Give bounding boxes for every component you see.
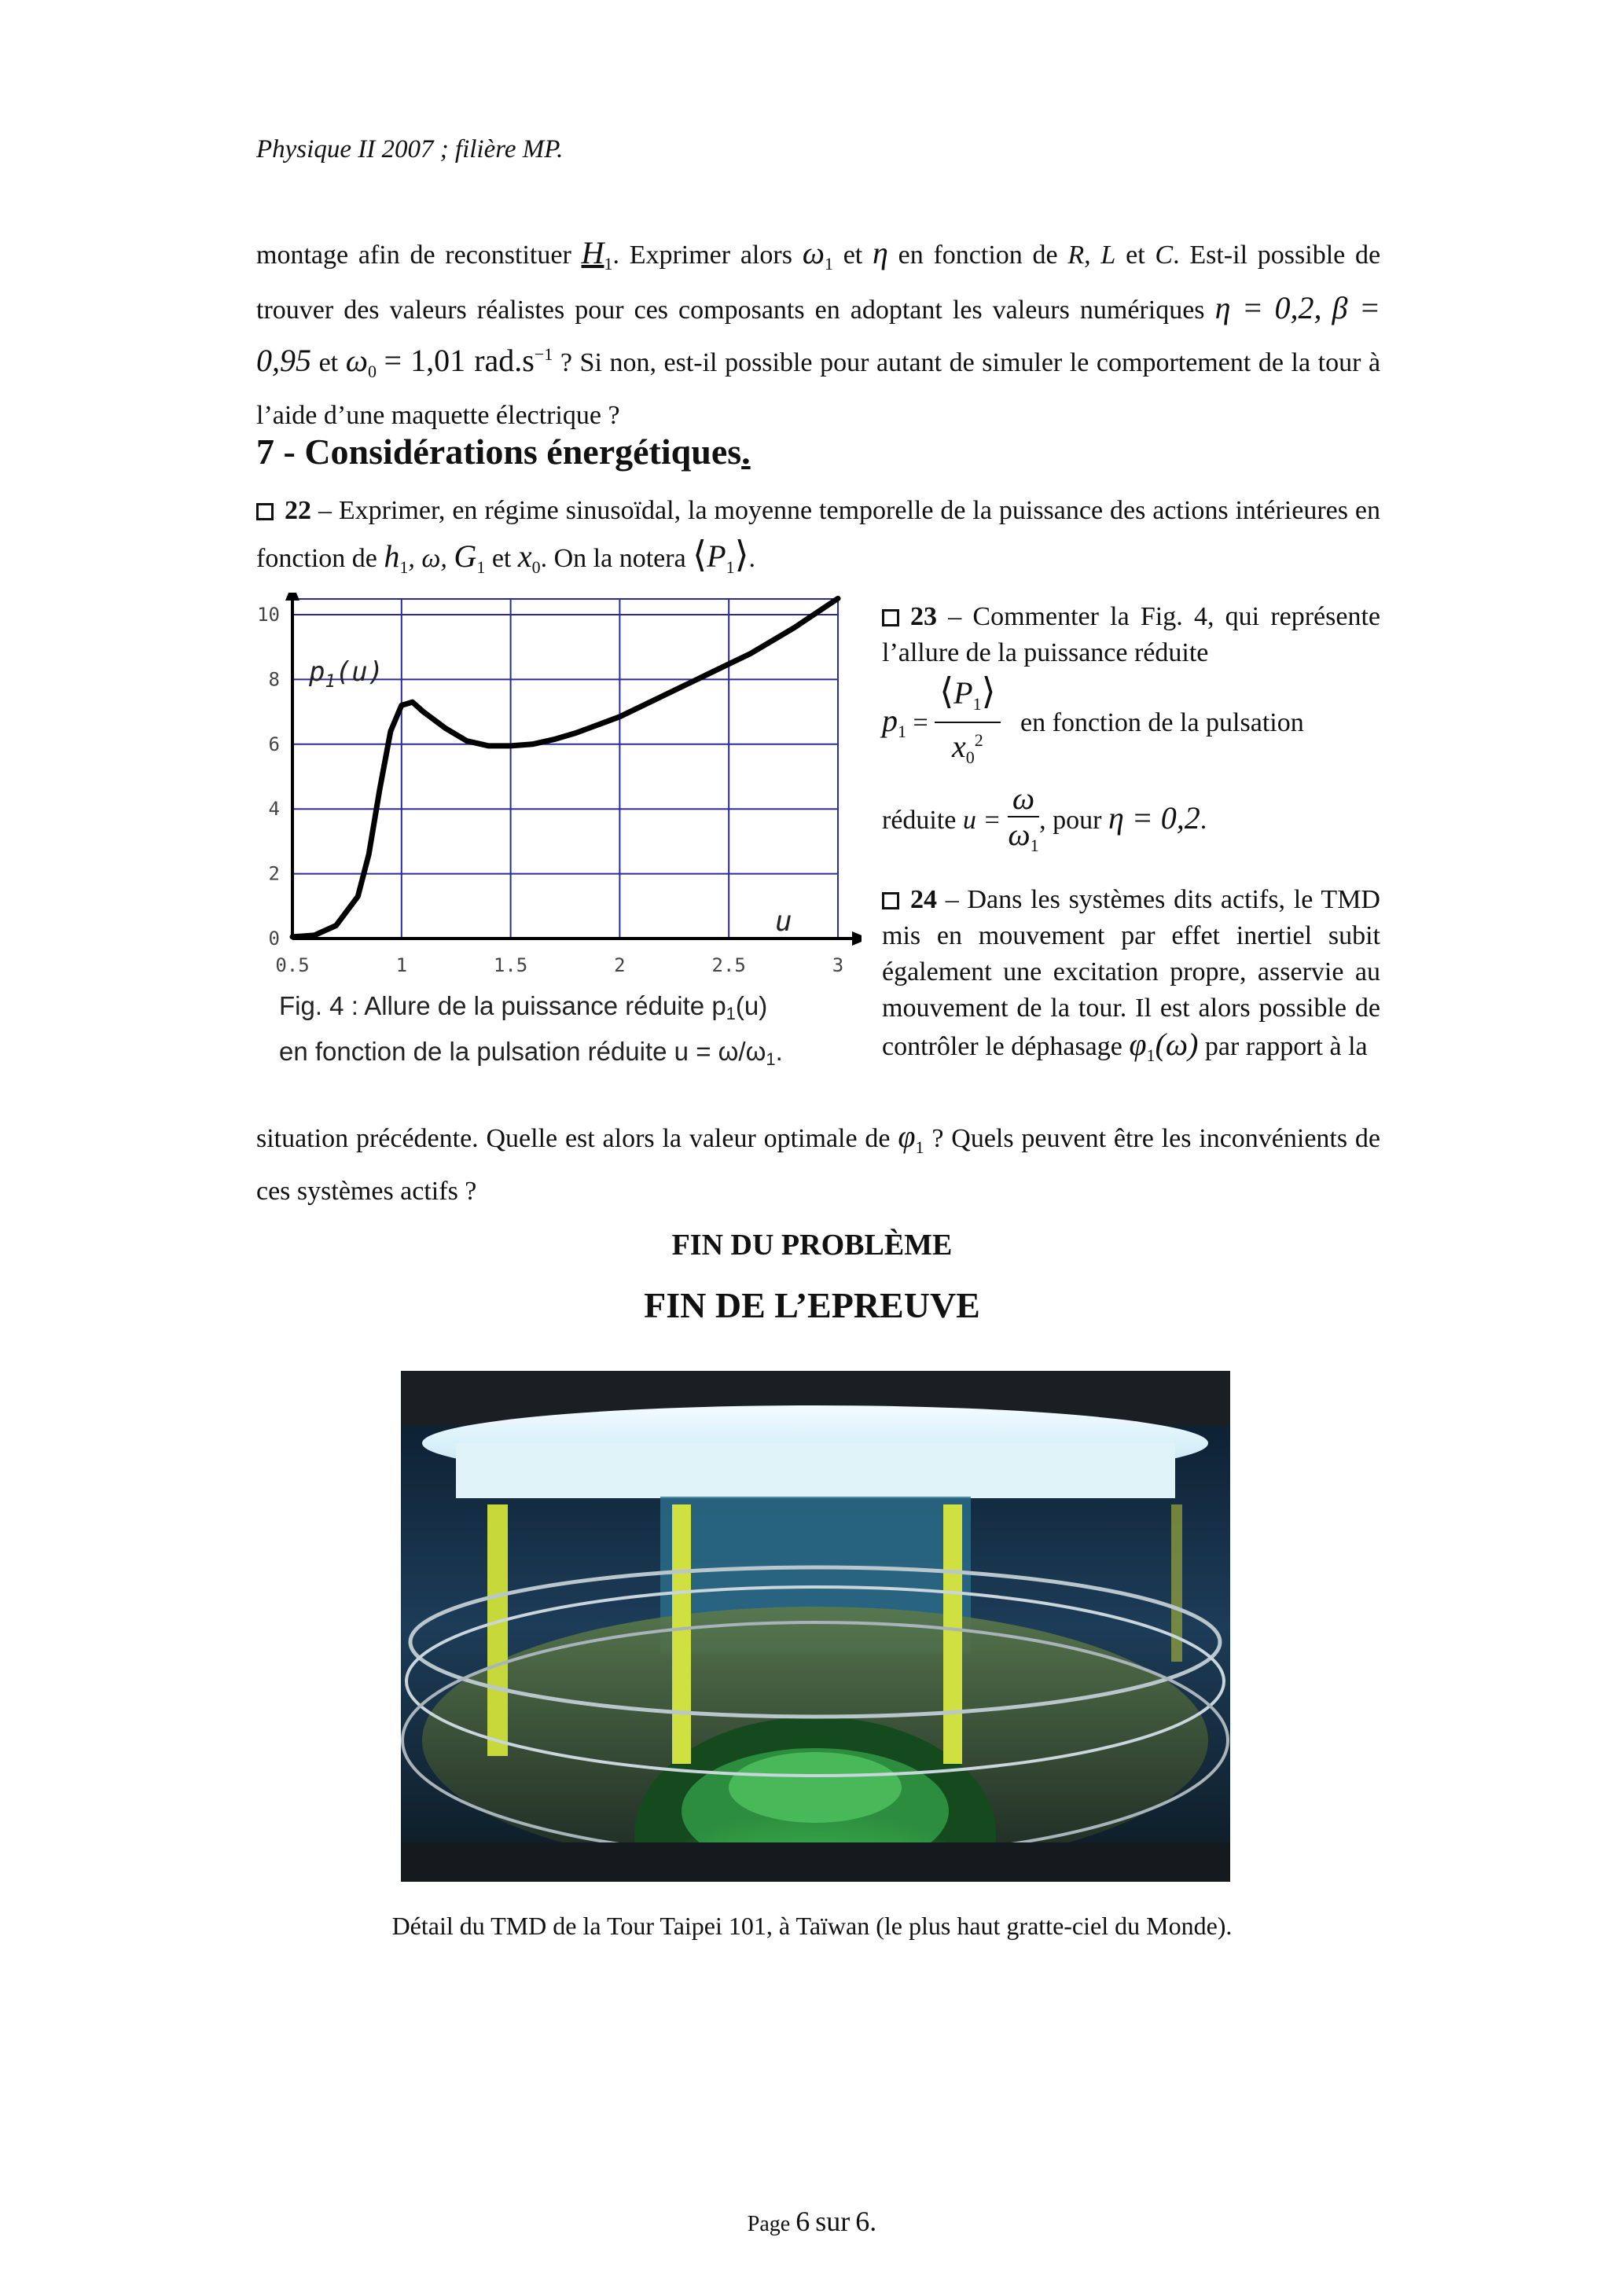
- data-point: [401, 704, 402, 706]
- tmd-photo-image: [401, 1371, 1230, 1882]
- fraction-p1: $\frac{⟨P_1⟩}{x_0^2}$: [935, 674, 1000, 775]
- page-footer: Page 6 sur 6.: [747, 2206, 877, 2237]
- data-point: [466, 740, 468, 742]
- data-point: [379, 788, 380, 790]
- x-tick-label: 2.5: [711, 954, 746, 976]
- data-point: [663, 695, 664, 696]
- chart-svg: [256, 593, 862, 986]
- y-tick-label: 8: [268, 668, 280, 691]
- end-problem-title: FIN DU PROBLÈME: [671, 1229, 953, 1262]
- data-point: [423, 711, 424, 713]
- figure-caption: Fig. 4 : Allure de la puissance réduite p1(u) en fonction de la pulsation réduite u = ω/ω1.: [279, 991, 783, 1069]
- checkbox-icon: [882, 892, 899, 909]
- checkbox-icon: [256, 503, 274, 520]
- question-24: 24 – Dans les systèmes dits actifs, le TMD mis en mouvement par effet inertiel subit également une excitation propre, asservie au mouvement de la tour. Il est alors possible de contrôler le déphasage $\varphi_1(\omega)$ par rapport à la: [882, 885, 1380, 1065]
- question-23: 23 – Commenter la Fig. 4, qui représente l’allure de la puissance réduite $p_1$ = $\frac{⟨P_1⟩}{x_0^2}$ en fonction de la pulsation réduite u = $\frac{\omega}{\omega_1}$ , pour η = 0,2.: [882, 599, 1380, 863]
- question-22: 22 – Exprimer, en régime sinusoïdal, la moyenne temporelle de la puissance des actions intérieures en fonction de $h_1$, ω, $G_1$ et $x_0$. On la notera $⟨P_1⟩$.: [256, 496, 1380, 577]
- y-tick-label: 4: [268, 798, 280, 821]
- x-tick-label: 3: [832, 954, 844, 976]
- data-point: [292, 936, 293, 938]
- y-axis-arrow-icon: [285, 593, 299, 601]
- page-header: Physique II 2007 ; filière MP.: [256, 135, 564, 163]
- data-point: [750, 652, 751, 654]
- section-title: 7 - Considérations énergétiques.: [256, 432, 751, 472]
- data-point: [336, 925, 337, 927]
- data-point: [488, 745, 490, 747]
- y-tick-label: 10: [257, 604, 280, 626]
- x-tick-label: 1: [395, 954, 408, 976]
- data-point: [793, 626, 795, 628]
- data-point: [553, 739, 555, 740]
- intro-paragraph: montage afin de reconstituer $H_1$. Exprimer alors $\omega_1$ et η en fonction de R, L et C. Est-il possible de trouver des valeurs réalistes pour ces composants en adoptant les valeurs numériques η = 0,2, β = 0,95 et $\omega_0 = 1,01$ $rad.s^{-1}$ ? Si non, est-il possible pour autant de simuler le comportement de la tour à l’aide d’une maquette électrique ?: [256, 235, 1381, 430]
- data-point: [314, 935, 315, 936]
- data-point: [597, 724, 599, 726]
- data-point: [444, 727, 446, 729]
- y-tick-label: 6: [268, 733, 280, 755]
- data-point: [619, 716, 620, 718]
- data-point: [357, 895, 358, 897]
- data-point: [368, 854, 369, 855]
- question-24-continued: situation précédente. Quelle est alors la valeur optimale de $\varphi_1$ ? Quels peuvent être les inconvénients de ces systèmes actifs ?: [256, 1119, 1381, 1206]
- y-tick-label: 2: [268, 862, 280, 885]
- x-tick-label: 0.5: [275, 954, 310, 976]
- x-tick-label: 2: [614, 954, 626, 976]
- data-point: [531, 744, 533, 745]
- data-point: [706, 674, 707, 675]
- tmd-photo: [401, 1371, 1230, 1882]
- data-point: [837, 597, 839, 599]
- x-axis-arrow-icon: [852, 931, 862, 946]
- data-point: [390, 730, 391, 732]
- data-point: [510, 745, 512, 747]
- data-point: [575, 732, 577, 733]
- end-exam-title: FIN DE L’EPREUVE: [644, 1285, 980, 1325]
- y-axis-label: $p_1(u)$: [309, 656, 384, 692]
- x-tick-label: 1.5: [493, 954, 528, 976]
- y-tick-label: 0: [268, 928, 280, 950]
- fraction-u: $\frac{\omega}{\omega_1}$: [1008, 781, 1039, 855]
- x-axis-label: u: [775, 906, 792, 938]
- photo-caption: Détail du TMD de la Tour Taipei 101, à Taïwan (le plus haut gratte-ciel du Monde).: [391, 1912, 1233, 1940]
- checkbox-icon: [882, 609, 899, 626]
- data-point: [412, 701, 413, 703]
